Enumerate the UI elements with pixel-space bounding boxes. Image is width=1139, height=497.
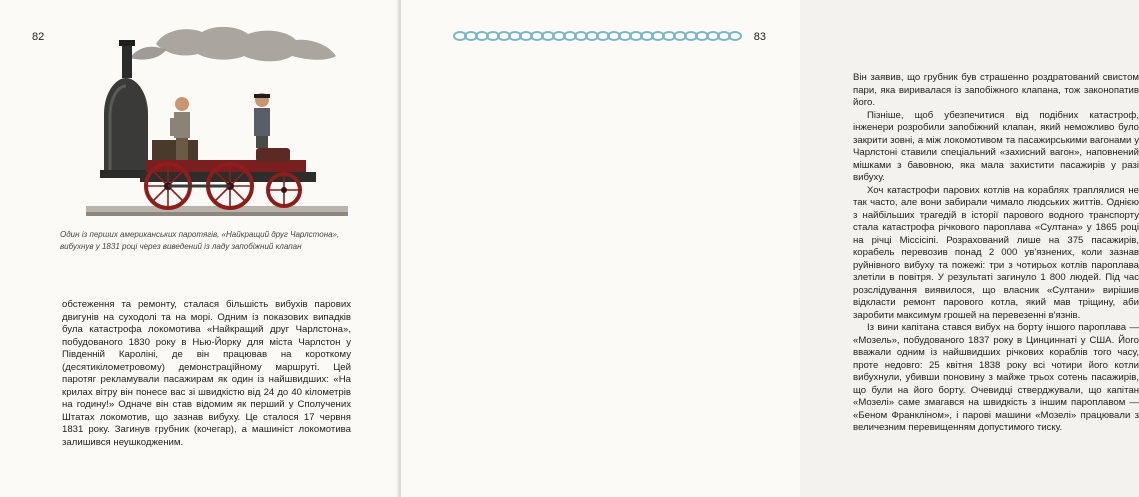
paragraph: обстеження та ремонту, сталася більшість вибухів парових двигунів на суходолі та на морі. Одним із показових випадків була катастрофа локомотива «Найкращий друг Чарлстона», побудованого 1830 року в Нью-Йорку для міста Чарлстон у Південній Кароліні, де він працював на короткому (десятикілометровому) демонстраційному маршруті. Цей паротяг рекламували пасажирам як один із найшвидших: «На крилах вітру він понесе вас зі швидкістю від 24 до 40 кілометрів на годину!» Одначе він став відомим як перший у Сполучених Штатах локомотив, що зазнав вибуху. Це сталося 17 червня 1831 року. Загинув грубник (кочегар), а машиніст локомотива залишився неушкодженим. bbox=[62, 299, 351, 448]
page-number: 83 bbox=[753, 31, 766, 43]
paragraph: Він заявив, що грубник був страшенно роздратований свистом пари, яка виривалася із запобіжного клапана, тож законопатив його. bbox=[853, 72, 1139, 108]
left-page bbox=[0, 0, 399, 497]
paragraph: Пізніше, щоб убезпечитися від подібних катастроф, інженери розробили запобіжний клапан, який неможливо було закрити зовні, а між локомотивом та пасажирськими вагонами у Чарлстоні ставили спеціальний «захисний вагон», наповнений мішками з бавовною, яка мала захистити пасажирів у разі вибуху. bbox=[853, 109, 1139, 183]
left-page-body bbox=[62, 299, 351, 449]
right-page-body bbox=[853, 72, 1139, 435]
chain-ornament bbox=[454, 29, 740, 43]
right-page bbox=[401, 0, 1139, 497]
page-number: 82 bbox=[32, 31, 45, 43]
paragraph: Із вини капітана стався вибух на борту іншого пароплава — «Мозель», побудованого 1837 року в Цинциннаті у США. Його вважали одним із найшвидших річкових кораблів того часу, проте недовго: 25 квітня 1838 року всі чотири його котли вибухнули, убивши поновину з майже трьох сотень пасажирів, що були на його борту. Очевидці стверджували, що капітан «Мозелі» саме змагався на швидкість з іншим пароплавом — «Беном Франкліном», і парові машини «Мозелі» працювали з величезним перевищенням допустимого тиску. bbox=[853, 322, 1139, 433]
paragraph: Хоч катастрофи парових котлів на кораблях траплялися не так часто, але вони забирали чимало людських життів. Однією з найбільших трагедій в історії парового водного транспорту стала катастрофа річкового пароплава «Султана» у 1865 році на річці Міссісіпі. Розрахований лише на 375 пасажирів, корабель перевозив понад 2 000 ув'язнених, коли зазнав руйнівного вибуху та пожежі: три з чотирьох котлів пароплава злетіли в повітря. У результаті загинуло 1 800 людей. Під час розслідування виявилося, що власник «Султани» вирішив відкласти ремонт парового котла, який мав тріщину, аби заробити максимум грошей на перевезенні в'язнів. bbox=[853, 184, 1139, 321]
locomotive-illustration bbox=[86, 22, 348, 218]
illustration-caption: Один із перших американських паротягів, «Найкращий друг Чарлстона», вибухнув у 1831 році через виведений із ладу запобіжний клапан bbox=[60, 230, 340, 251]
